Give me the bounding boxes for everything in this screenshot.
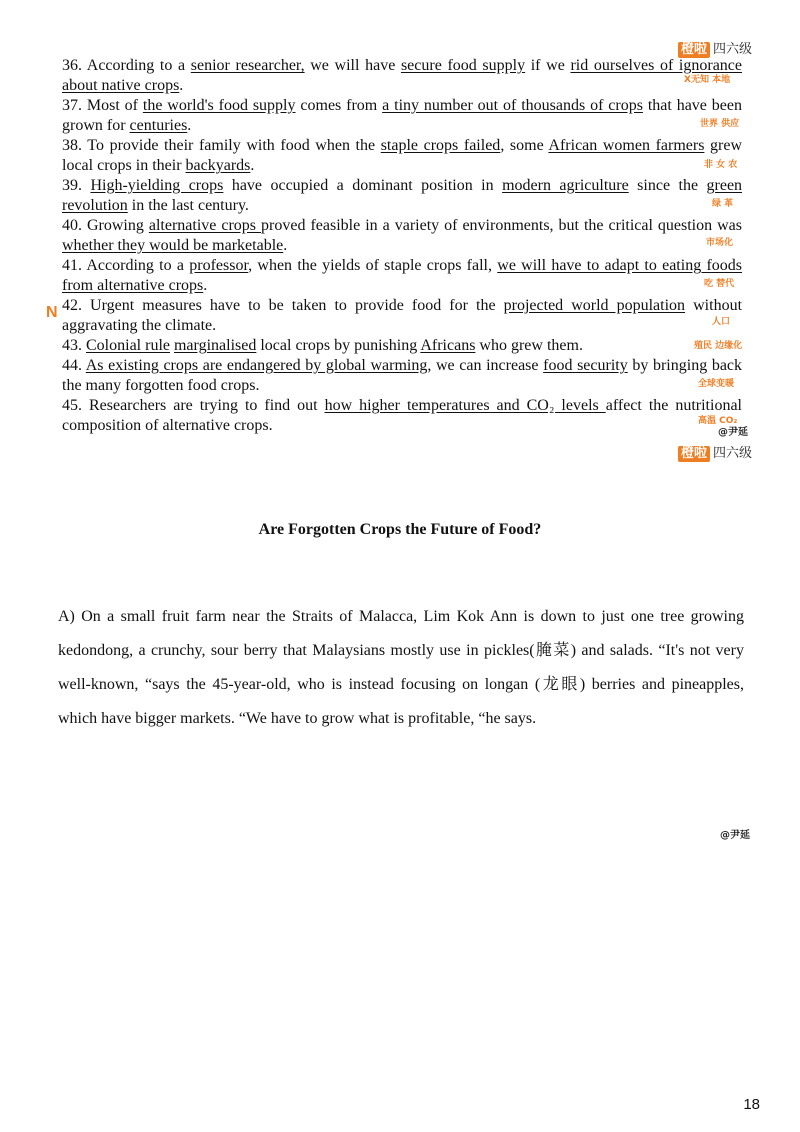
question-text: , when the yields of staple crops fall, bbox=[248, 257, 498, 274]
question-text: 43. bbox=[62, 337, 86, 354]
underlined-phrase: projected world population bbox=[503, 297, 686, 314]
brand-level: 四六级 bbox=[712, 446, 752, 461]
question-text: that have been grown for bbox=[62, 97, 742, 134]
article-paragraph: A) On a small fruit farm near the Straits of Malacca, Lim Kok Ann is down to just one tree growing kedondong, a crunchy, sour berry that Malaysians mostly use in pickles(腌菜) and salads. “It's not very well-known, “says the 45-year-old, who is instead focusing on longan (龙眼) berries and pineapples, which have bigger markets. “We have to grow what is profitable, “he says. bbox=[58, 608, 744, 727]
underlined-phrase: rid ourselves of ignorance about native crops bbox=[62, 57, 743, 94]
underlined-phrase: senior researcher, bbox=[190, 57, 305, 74]
annotation-note: 高温 CO₂ bbox=[698, 416, 738, 426]
question-text: . bbox=[283, 237, 288, 254]
question-text: 39. bbox=[62, 177, 91, 194]
question-text: by bringing back the many forgotten food crops. bbox=[62, 357, 743, 394]
question-text: have occupied a dominant position in bbox=[223, 177, 503, 194]
margin-mark: N bbox=[46, 304, 58, 321]
question-text: in the last century. bbox=[127, 197, 249, 214]
question-item bbox=[62, 176, 742, 216]
underlined-phrase: Colonial rule bbox=[86, 337, 170, 354]
annotation-note: 全球变暖 bbox=[698, 379, 735, 389]
question-text: affect the nutritional composition of alternative crops. bbox=[62, 397, 742, 434]
page-number: 18 bbox=[743, 1096, 760, 1113]
underlined-phrase: whether they would be marketable bbox=[62, 237, 284, 254]
brand-level: 四六级 bbox=[712, 42, 752, 57]
question-item bbox=[62, 96, 742, 136]
question-text: , some bbox=[500, 137, 549, 154]
brand-logo: 橙啦 bbox=[678, 446, 710, 462]
question-text: 40. Growing bbox=[62, 217, 149, 234]
question-text: 37. Most of bbox=[62, 97, 143, 114]
annotation-note: 非 女 农 bbox=[704, 160, 738, 170]
question-text: proved feasible in a variety of environments, but the critical question was bbox=[261, 217, 743, 234]
annotation-note: 人口 bbox=[712, 317, 731, 327]
signature: @尹延 bbox=[718, 427, 748, 438]
underlined-phrase: marginalised bbox=[173, 337, 257, 354]
question-item bbox=[62, 396, 742, 436]
question-text: . bbox=[179, 77, 184, 94]
underlined-phrase: a tiny number out of thousands of crops bbox=[382, 97, 643, 114]
underlined-phrase: the world's food supply bbox=[142, 97, 296, 114]
underlined-phrase: staple crops failed bbox=[380, 137, 501, 154]
question-item bbox=[62, 356, 742, 396]
underlined-phrase: how higher temperatures and CO₂ levels bbox=[324, 397, 606, 414]
signature: @尹延 bbox=[720, 830, 750, 841]
question-text: without aggravating the climate. bbox=[62, 297, 743, 334]
underlined-phrase: green revolution bbox=[62, 177, 743, 214]
question-text: local crops by punishing bbox=[256, 337, 421, 354]
underlined-phrase: secure food supply bbox=[400, 57, 526, 74]
annotation-note: 殖民 边缘化 bbox=[694, 341, 743, 351]
question-text: . bbox=[203, 277, 208, 294]
question-text: we will have bbox=[304, 57, 401, 74]
underlined-phrase: Africans bbox=[420, 337, 476, 354]
question-text: 38. To provide their family with food when the bbox=[62, 137, 381, 154]
question-text: who grew them. bbox=[475, 337, 583, 354]
question-item bbox=[62, 336, 742, 356]
underlined-phrase: we will have to adapt to eating foods from alternative crops bbox=[62, 257, 743, 294]
annotation-note: 世界 供应 bbox=[700, 119, 740, 129]
annotation-note: 吃 替代 bbox=[704, 279, 735, 289]
underlined-phrase: As existing crops are endangered by global warming bbox=[85, 357, 428, 374]
question-text: . bbox=[187, 117, 192, 134]
underlined-phrase: African women farmers bbox=[548, 137, 705, 154]
question-text: . bbox=[250, 157, 255, 174]
question-text: 44. bbox=[62, 357, 86, 374]
underlined-phrase: High-yielding crops bbox=[90, 177, 224, 194]
underlined-phrase: food security bbox=[543, 357, 628, 374]
brand-logo: 橙啦 bbox=[678, 42, 710, 58]
question-text: 42. Urgent measures have to be taken to provide food for the bbox=[62, 297, 504, 314]
question-text: 41. According to a bbox=[62, 257, 190, 274]
question-text: since the bbox=[628, 177, 707, 194]
question-item bbox=[62, 56, 742, 96]
underlined-phrase: backyards bbox=[185, 157, 251, 174]
question-text: 45. Researchers are trying to find out bbox=[62, 397, 325, 414]
question-text: comes from bbox=[295, 97, 383, 114]
underlined-phrase: centuries bbox=[129, 117, 188, 134]
brand-header-bottom bbox=[678, 446, 752, 462]
question-item bbox=[62, 256, 742, 296]
question-item bbox=[62, 136, 742, 176]
annotation-note: 市场化 bbox=[706, 238, 734, 248]
question-text: , we can increase bbox=[427, 357, 544, 374]
annotation-note: X无知 本地 bbox=[684, 75, 731, 85]
underlined-phrase: modern agriculture bbox=[502, 177, 629, 194]
question-text: if we bbox=[525, 57, 571, 74]
annotation-note: 绿 革 bbox=[712, 199, 734, 209]
underlined-phrase: professor bbox=[189, 257, 249, 274]
question-text: grew local crops in their bbox=[62, 137, 743, 174]
article-title: Are Forgotten Crops the Future of Food? bbox=[258, 521, 542, 538]
question-item bbox=[62, 216, 742, 256]
underlined-phrase: alternative crops bbox=[148, 217, 262, 234]
question-text: 36. According to a bbox=[62, 57, 191, 74]
question-item bbox=[62, 296, 742, 336]
